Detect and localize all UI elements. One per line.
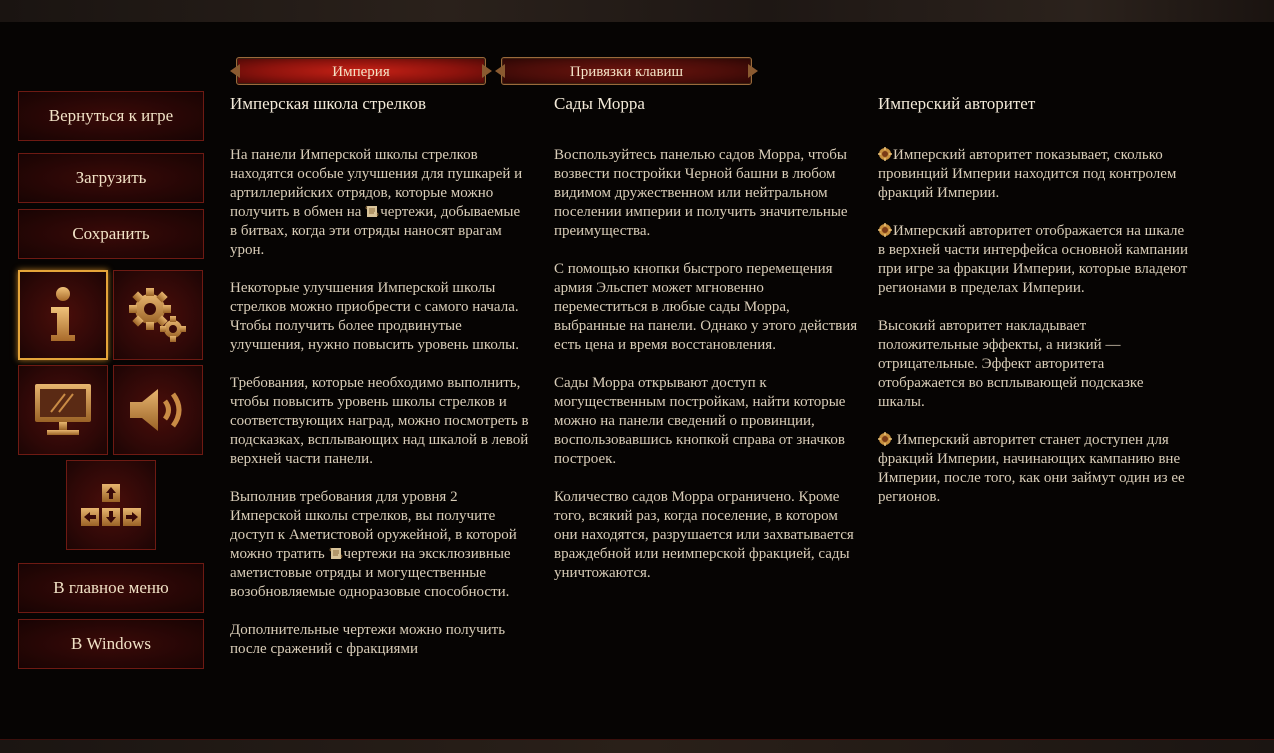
load-button[interactable]: Загрузить (18, 153, 204, 203)
imperial-authority-column (878, 93, 1188, 526)
return-to-game-button[interactable]: Вернуться к игре (18, 91, 204, 141)
column-title: Имперский авторитет (878, 94, 1036, 113)
paragraph: Дополнительные чертежи можно получить после сражений с фракциями (230, 622, 506, 657)
paragraph: Сады Морра открывают доступ к могущественным постройкам, найти которые можно на панели сведений о провинции, воспользовавшись кнопкой справа от значков построек. (554, 375, 846, 467)
paragraph: Имперский авторитет отображается на шкале в верхней части интерфейса основной кампании при игре за фракции Империи, которые владеют регионами в пределах Империи. (878, 223, 1188, 296)
paragraph: Выполнив требования для уровня 2 Имперской школы стрелков, вы получите доступ к Аметистовой оружейной, в которой можно тратить чертежи на эксклюзивные аметистовые отряды и могущественные возобновляемые одноразовые способности. (230, 489, 517, 600)
authority-icon (878, 147, 892, 161)
background-top-strip (0, 0, 1274, 22)
info-button[interactable] (18, 270, 108, 360)
paragraph: Высокий авторитет накладывает положительные эффекты, а низкий — отрицательные. Эффект авторитета отображается во всплывающей подсказке шкалы. (878, 318, 1144, 410)
main-menu-button[interactable]: В главное меню (18, 563, 204, 613)
paragraph: Некоторые улучшения Имперской школы стрелков можно приобрести с самого начала. Чтобы получить более продвинутые улучшения, нужно повысить уровень школы. (230, 280, 519, 353)
speaker-icon (128, 387, 188, 433)
column-title: Имперская школа стрелков (230, 94, 427, 113)
info-icon (43, 285, 83, 345)
exit-to-windows-button[interactable]: В Windows (18, 619, 204, 669)
controls-button[interactable] (66, 460, 156, 550)
arrow-keys-icon (79, 482, 143, 528)
gunnery-school-column (230, 93, 530, 705)
paragraph: На панели Имперской школы стрелков находятся особые улучшения для пушкарей и артиллерийских отрядов, которые можно получить в обмен на чертежи, добываемые в битвах, когда эти отряды наносят врагам урон. (230, 147, 523, 258)
settings-button[interactable] (113, 270, 203, 360)
gears-icon (126, 285, 190, 345)
tab-empire[interactable]: Империя (236, 57, 486, 85)
paragraph: Имперский авторитет показывает, сколько провинций Империи находится под контролем фракций Империи. (878, 147, 1177, 201)
sound-button[interactable] (113, 365, 203, 455)
paragraph: Требования, которые необходимо выполнить, чтобы повысить уровень школы стрелков и соответствующих наград, можно посмотреть в подсказках, всплывающих над шкалой в левой верхней части панели. (230, 375, 529, 467)
paragraph: Воспользуйтесь панелью садов Морра, чтобы возвести постройки Черной башни в любом видимом дружественном или нейтральном поселении империи и получить значительные преимущества. (554, 147, 848, 239)
monitor-icon (33, 382, 93, 438)
column-title: Сады Морра (554, 94, 645, 113)
tab-keybindings[interactable]: Привязки клавиш (501, 57, 752, 85)
gardens-of-morr-column (554, 93, 859, 602)
paragraph: Количество садов Морра ограничено. Кроме того, всякий раз, когда поселение, в котором они находятся, разрушается или захватывается враждебной или неимперской фракцией, сады уничтожаются. (554, 489, 854, 581)
save-button[interactable]: Сохранить (18, 209, 204, 259)
scroll-icon (365, 204, 379, 218)
background-bottom-strip (0, 739, 1274, 753)
scroll-icon (329, 546, 343, 560)
authority-icon (878, 432, 892, 446)
paragraph: Имперский авторитет станет доступен для фракций Империи, начинающих кампанию вне Империи, после того, как они займут один из ее регионов. (878, 432, 1185, 505)
graphics-button[interactable] (18, 365, 108, 455)
authority-icon (878, 223, 892, 237)
paragraph: С помощью кнопки быстрого перемещения армия Эльспет может мгновенно переместиться в любые сады Морра, выбранные на панели. Однако у этого действия есть цена и время восстановления. (554, 261, 858, 353)
